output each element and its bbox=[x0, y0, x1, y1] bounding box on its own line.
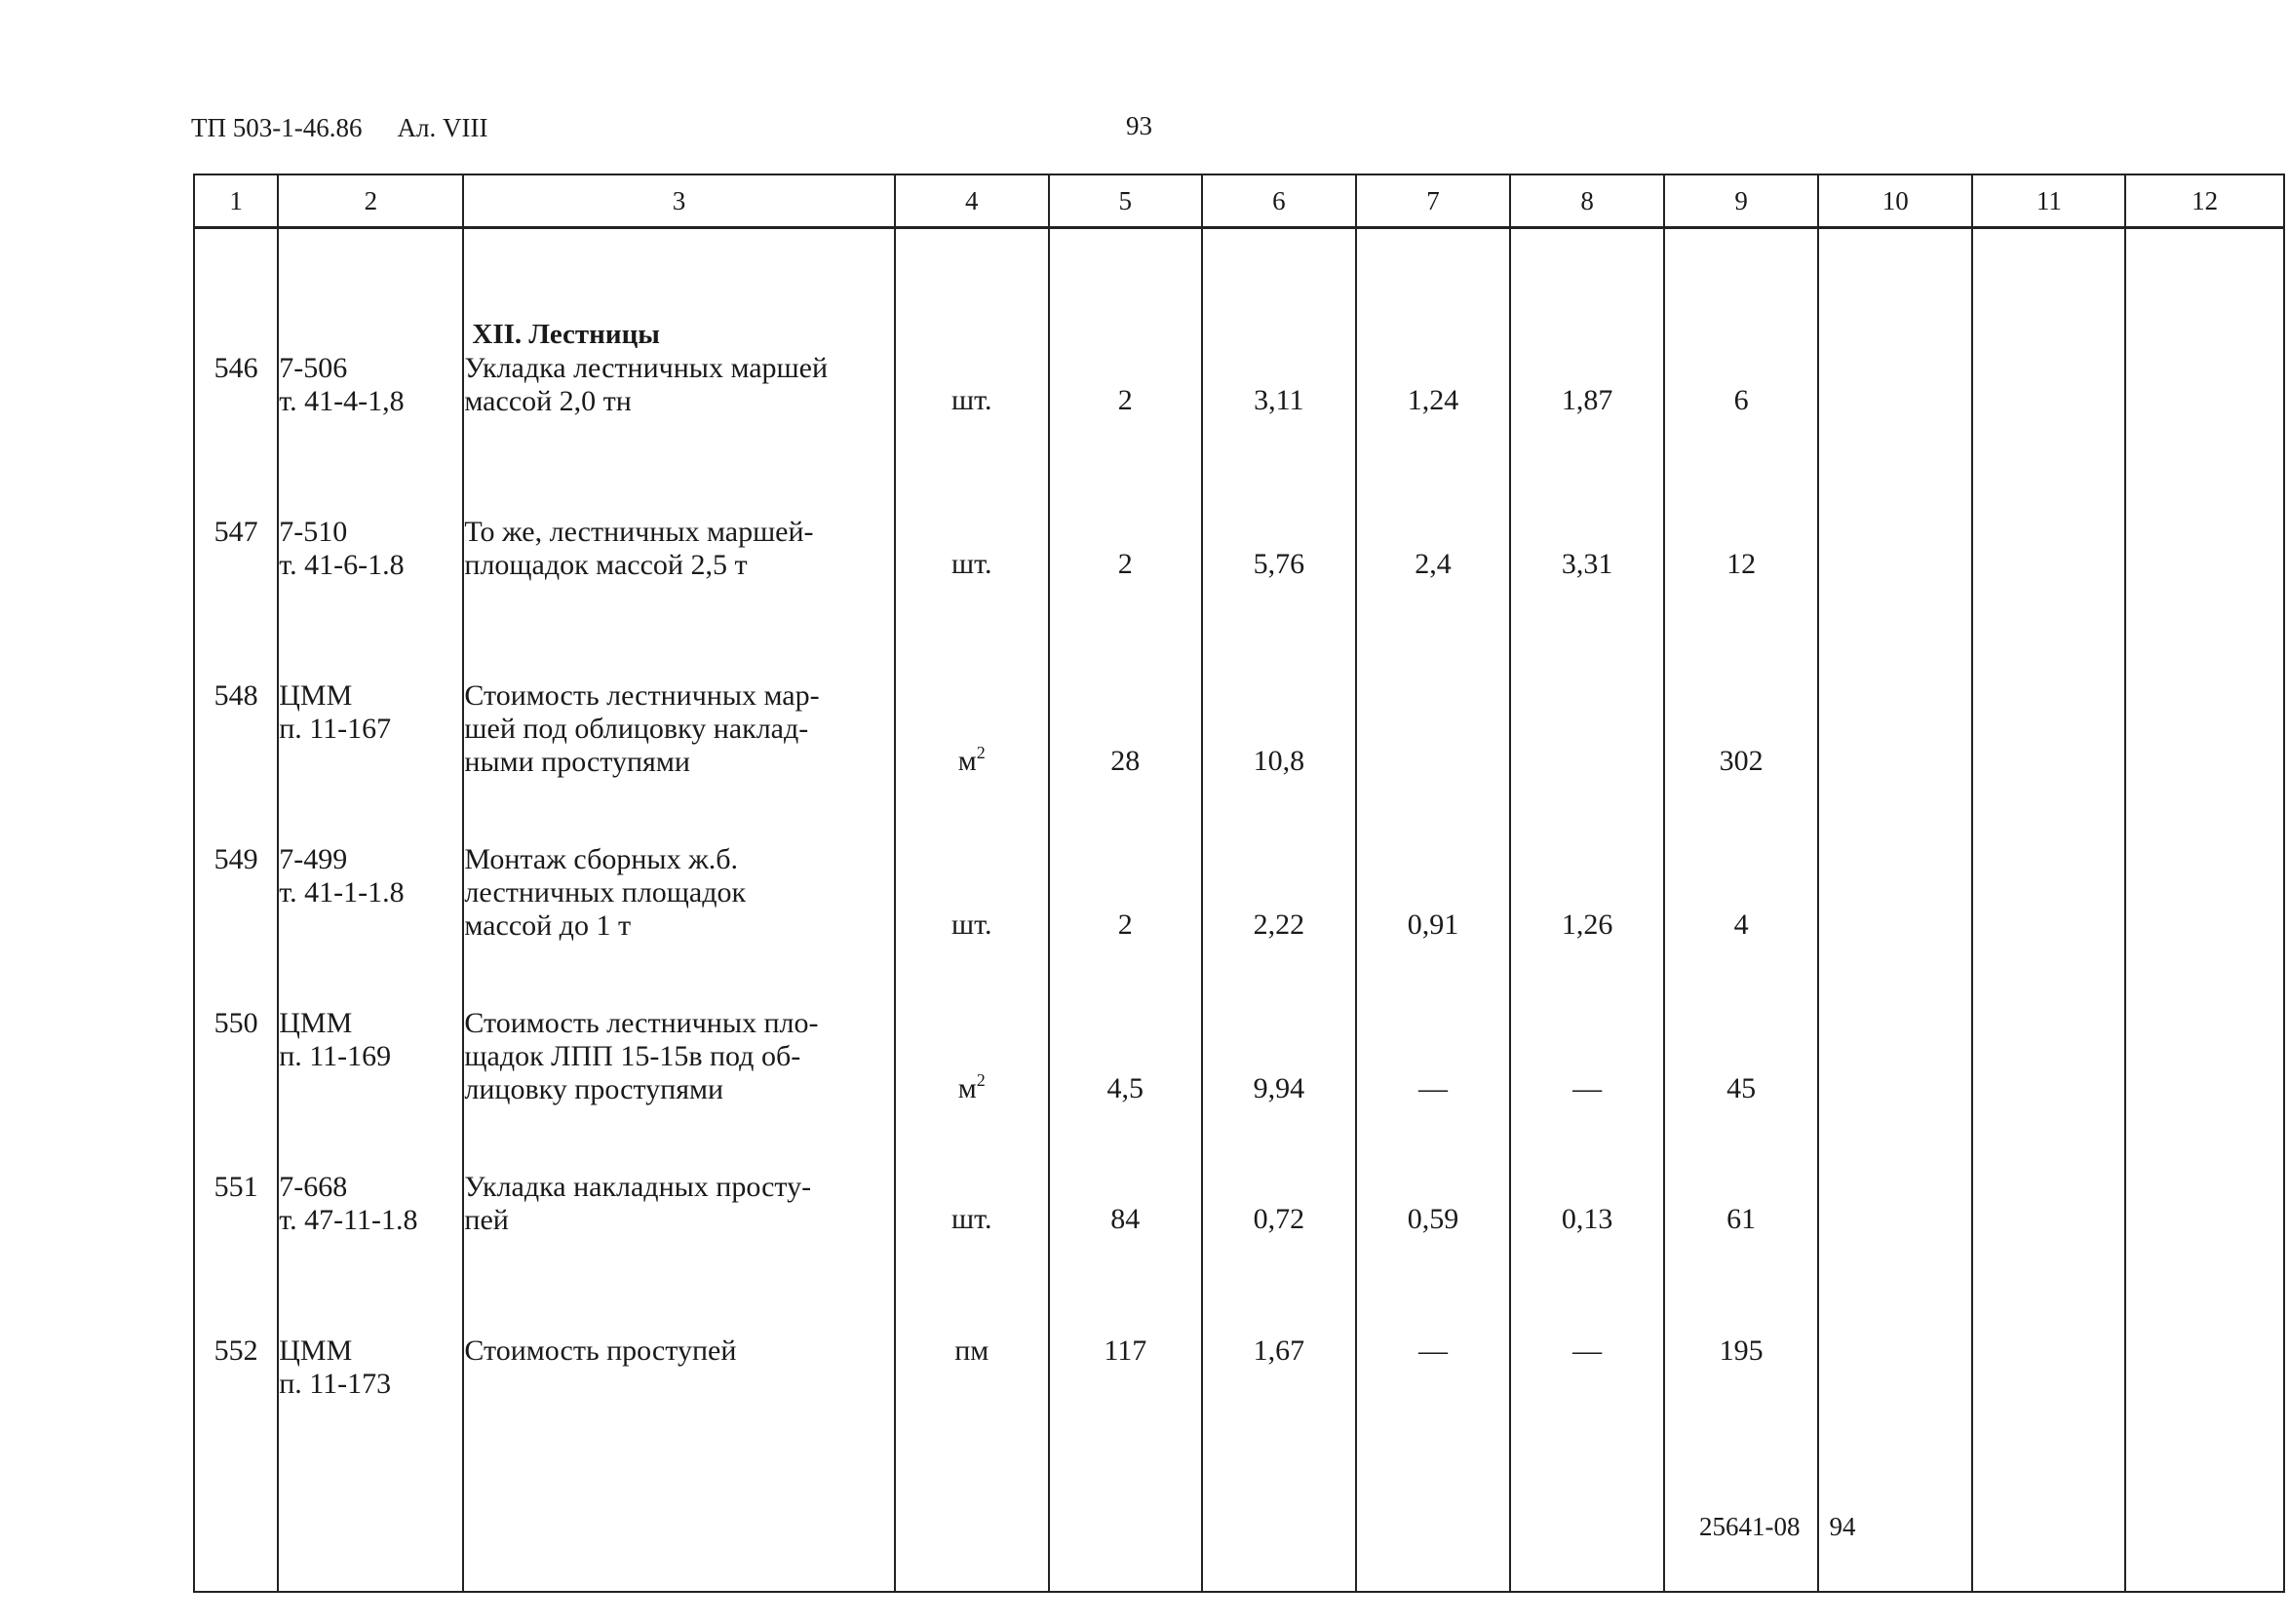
document-code: ТП 503-1-46.86 bbox=[191, 113, 363, 142]
row-number: 548 bbox=[213, 679, 258, 712]
machine-cost: 1,26 bbox=[1561, 909, 1613, 941]
work-description: Стоимость лестничных пло- bbox=[464, 1007, 819, 1039]
machine-cost bbox=[1511, 679, 1663, 745]
column-header: 5 bbox=[1049, 174, 1202, 228]
quantity: 117 bbox=[1104, 1334, 1147, 1367]
wages-cost bbox=[1357, 679, 1509, 745]
quantity: 2 bbox=[1117, 909, 1133, 941]
table-row bbox=[194, 1007, 2284, 1171]
table-row bbox=[194, 1171, 2284, 1334]
rate-table: т. 41-1-1.8 bbox=[279, 876, 405, 909]
wages-cost: — bbox=[1417, 1072, 1448, 1104]
table-row bbox=[194, 516, 2284, 679]
work-description: шей под облицовку наклад- bbox=[464, 713, 809, 745]
work-description: щадок ЛПП 15-15в под об- bbox=[464, 1040, 801, 1072]
wages-cost: 2,4 bbox=[1415, 548, 1452, 580]
unit-cost: 5,76 bbox=[1253, 548, 1305, 580]
rate-table: п. 11-167 bbox=[279, 713, 392, 745]
work-description: Монтаж сборных ж.б. bbox=[464, 843, 739, 875]
wages-cost: 1,24 bbox=[1407, 384, 1459, 416]
unit: пм bbox=[954, 1334, 989, 1367]
work-description: То же, лестничных маршей- bbox=[464, 516, 814, 548]
work-description: лицовку проступями bbox=[464, 1073, 724, 1105]
row-number: 552 bbox=[213, 1334, 258, 1367]
total-cost: 45 bbox=[1726, 1072, 1757, 1104]
table-row bbox=[194, 679, 2284, 843]
album-number: Ал. VIII bbox=[397, 113, 488, 142]
work-description: Укладка лестничных маршей bbox=[464, 352, 829, 384]
column-number-row bbox=[194, 174, 2284, 228]
column-header: 6 bbox=[1202, 174, 1356, 228]
unit-base: м bbox=[957, 1072, 977, 1104]
rate-table: п. 11-169 bbox=[279, 1040, 392, 1072]
machine-cost: 0,13 bbox=[1561, 1203, 1613, 1235]
unit: шт. bbox=[951, 548, 992, 580]
total-cost: 195 bbox=[1719, 1334, 1764, 1367]
wages-cost: — bbox=[1417, 1334, 1448, 1367]
row-number: 547 bbox=[213, 516, 258, 548]
column-header: 4 bbox=[895, 174, 1049, 228]
column-header: 8 bbox=[1510, 174, 1664, 228]
unit-cost: 0,72 bbox=[1253, 1203, 1305, 1235]
work-description: пей bbox=[464, 1204, 509, 1236]
work-description: Укладка накладных просту- bbox=[464, 1171, 812, 1203]
work-description: Стоимость лестничных мар- bbox=[464, 679, 820, 712]
quantity: 2 bbox=[1117, 384, 1133, 416]
total-cost: 6 bbox=[1733, 384, 1749, 416]
rate-code: ЦММ bbox=[279, 679, 353, 712]
footer-code: 25641-08 bbox=[1699, 1512, 1801, 1541]
quantity: 28 bbox=[1110, 745, 1141, 777]
quantity: 84 bbox=[1110, 1203, 1141, 1235]
total-cost: 4 bbox=[1733, 909, 1749, 941]
work-description: массой 2,0 тн bbox=[464, 385, 632, 417]
wages-cost: 0,59 bbox=[1407, 1203, 1459, 1235]
footer-page: 94 bbox=[1829, 1512, 1856, 1541]
total-cost: 302 bbox=[1719, 745, 1764, 777]
unit-cost: 3,11 bbox=[1254, 384, 1304, 416]
rate-table: т. 41-4-1,8 bbox=[279, 385, 405, 417]
unit bbox=[896, 1007, 1048, 1105]
column-header: 2 bbox=[278, 174, 463, 228]
quantity: 2 bbox=[1117, 548, 1133, 580]
total-cost: 61 bbox=[1726, 1203, 1757, 1235]
unit-exponent: 2 bbox=[976, 1070, 986, 1090]
column-header: 11 bbox=[1972, 174, 2125, 228]
quantity: 4,5 bbox=[1106, 1072, 1144, 1104]
machine-cost: — bbox=[1572, 1334, 1603, 1367]
rate-code: 7-499 bbox=[279, 843, 348, 875]
total-cost: 12 bbox=[1726, 548, 1757, 580]
unit: шт. bbox=[951, 384, 992, 416]
work-description: лестничных площадок bbox=[464, 876, 747, 909]
unit-exponent: 2 bbox=[976, 743, 986, 762]
rate-code: 7-506 bbox=[279, 352, 348, 384]
row-number: 550 bbox=[213, 1007, 258, 1039]
estimate-table bbox=[193, 174, 2285, 1593]
table-row bbox=[194, 352, 2284, 516]
work-description: Стоимость проступей bbox=[464, 1334, 737, 1367]
column-header: 1 bbox=[194, 174, 278, 228]
section-row bbox=[194, 228, 2284, 353]
row-number: 551 bbox=[213, 1171, 258, 1203]
wages-cost: 0,91 bbox=[1407, 909, 1459, 941]
rate-table: т. 47-11-1.8 bbox=[279, 1204, 418, 1236]
machine-cost: 1,87 bbox=[1561, 384, 1613, 416]
unit: шт. bbox=[951, 909, 992, 941]
rate-code: ЦММ bbox=[279, 1334, 353, 1367]
work-description: массой до 1 т bbox=[464, 909, 632, 942]
rate-table: п. 11-173 bbox=[279, 1368, 392, 1400]
work-description: ными проступями bbox=[464, 746, 690, 778]
unit-base: м bbox=[957, 745, 977, 777]
rate-code: ЦММ bbox=[279, 1007, 353, 1039]
unit-cost: 10,8 bbox=[1253, 745, 1305, 777]
table-row bbox=[194, 843, 2284, 1007]
row-number: 549 bbox=[213, 843, 258, 875]
row-number: 546 bbox=[213, 352, 258, 384]
rate-code: 7-668 bbox=[279, 1171, 348, 1203]
unit-cost: 2,22 bbox=[1253, 909, 1305, 941]
unit-cost: 1,67 bbox=[1253, 1334, 1305, 1367]
unit: шт. bbox=[951, 1203, 992, 1235]
page-number: 93 bbox=[1126, 111, 1152, 140]
column-header: 9 bbox=[1664, 174, 1818, 228]
table-row bbox=[194, 1334, 2284, 1592]
work-description: площадок массой 2,5 т bbox=[464, 549, 748, 581]
column-header: 7 bbox=[1356, 174, 1510, 228]
page-footer bbox=[1699, 1512, 1885, 1542]
rate-table: т. 41-6-1.8 bbox=[279, 549, 405, 581]
machine-cost: 3,31 bbox=[1561, 548, 1613, 580]
rate-code: 7-510 bbox=[279, 516, 348, 548]
column-header: 10 bbox=[1818, 174, 1972, 228]
section-title: XII. Лестницы bbox=[472, 319, 660, 350]
column-header: 12 bbox=[2125, 174, 2284, 228]
column-header: 3 bbox=[463, 174, 894, 228]
unit bbox=[896, 679, 1048, 778]
page-header bbox=[191, 113, 523, 143]
machine-cost: — bbox=[1572, 1072, 1603, 1104]
unit-cost: 9,94 bbox=[1253, 1072, 1305, 1104]
